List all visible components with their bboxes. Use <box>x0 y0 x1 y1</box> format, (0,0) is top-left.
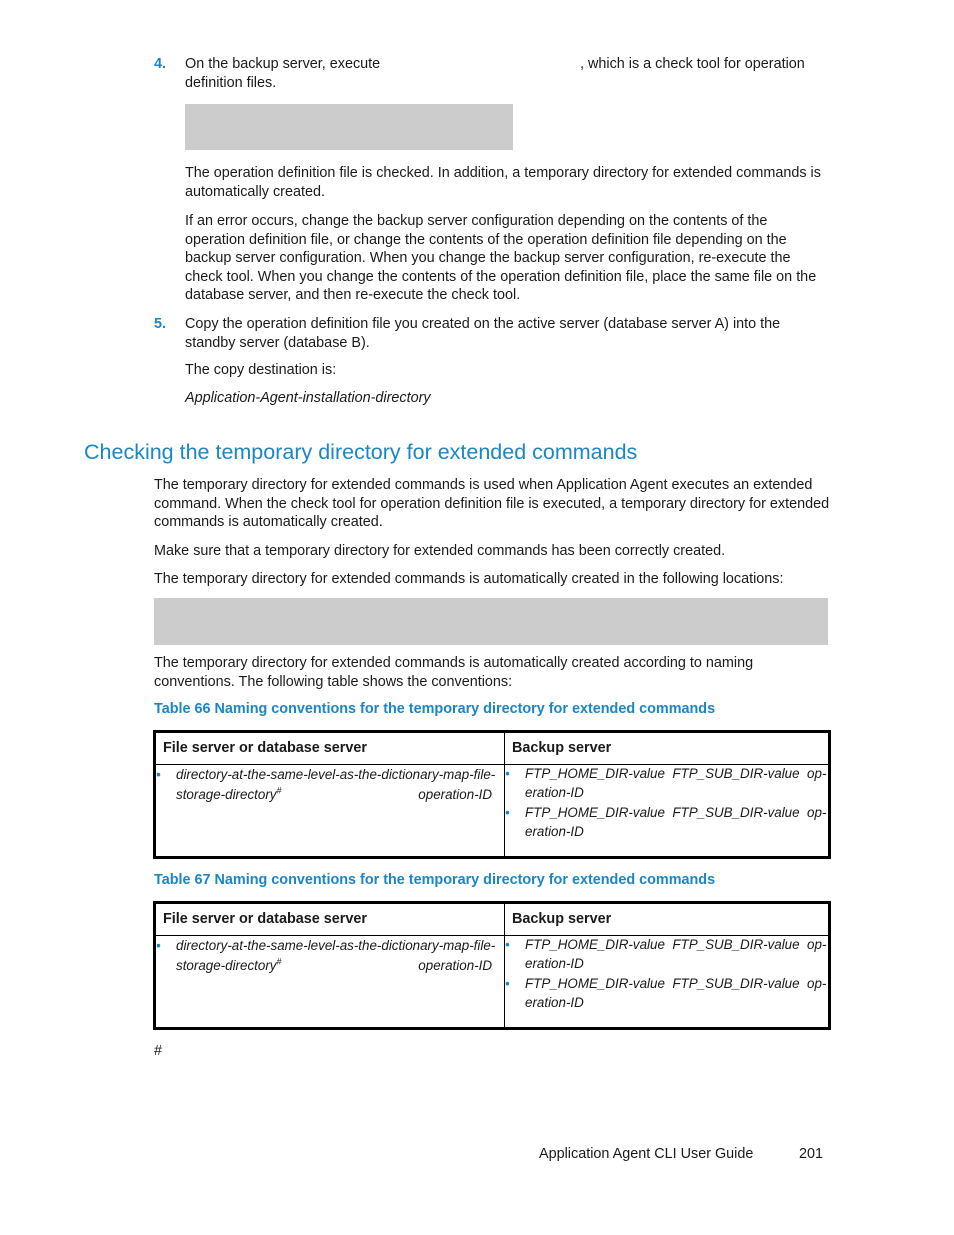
table-66-cell-right <box>505 765 830 858</box>
table-67-caption: Table 67 Naming conventions for the temporary directory for extended commands <box>154 872 716 888</box>
table-66 <box>153 730 831 859</box>
table-67-cell-right <box>505 936 830 1029</box>
table-67-cell-left <box>155 936 505 1029</box>
table-67-right-item1-line2: eration-ID <box>525 955 584 971</box>
page-number: 201 <box>799 1146 824 1162</box>
table-67-right-item2-line2: eration-ID <box>525 994 584 1010</box>
step-4-error-note: If an error occurs, change the backup server configuration depending on the contents of the operation definition file, or change the contents of the operation definition file depending on the backup server configuration. When you change the backup server configuration, re-execute the check tool. When you change the contents of the operation definition file, place the same file on the database server, and then re-execute the check tool. <box>185 213 817 303</box>
bullet-icon: • <box>505 976 510 991</box>
table-66-cell-left <box>155 765 505 858</box>
step-4-result: The operation definition file is checked. In addition, a temporary directory for extended commands is automatically created. <box>185 165 821 200</box>
table-66-left-opid: operation-ID <box>418 787 492 802</box>
bullet-icon: • <box>505 805 510 820</box>
footnote-mark: # <box>154 1043 163 1059</box>
table-66-right-item1-line1: FTP_HOME_DIR-value FTP_SUB_DIR-value op- <box>525 766 827 781</box>
bullet-icon: • <box>505 937 510 952</box>
step-5-number: 5. <box>154 316 167 332</box>
table-66-left-line1: directory-at-the-same-level-as-the-dictionary-map-file- <box>176 767 496 782</box>
step-4-number: 4. <box>154 56 167 72</box>
footer-title: Application Agent CLI User Guide <box>539 1146 754 1162</box>
section-paragraph-1: The temporary directory for extended commands is used when Application Agent executes an extended command. When the check tool for operation definition file is executed, a temporary directory for extended commands is automatically created. <box>154 477 830 530</box>
step-5-text: Copy the operation definition file you created on the active server (database server A) into the standby server (database B). <box>185 316 781 351</box>
bullet-icon: • <box>156 767 161 782</box>
bullet-icon: • <box>505 766 510 781</box>
copy-destination-label: The copy destination is: <box>185 362 337 378</box>
section-paragraph-2: Make sure that a temporary directory for extended commands has been correctly created. <box>154 543 726 559</box>
table-66-header-file-server: File server or database server <box>155 732 505 765</box>
locations-code-box <box>154 598 828 645</box>
step-4-text-end: , which is a check tool for operation <box>580 56 805 72</box>
section-paragraph-3: The temporary directory for extended commands is automatically created in the following locations: <box>154 571 784 587</box>
table-66-right-item2-line2: eration-ID <box>525 823 584 839</box>
copy-destination-value: Application-Agent-installation-directory <box>185 390 431 406</box>
table-66-right-item1-line2: eration-ID <box>525 784 584 800</box>
table-66-footnote-ref: # <box>276 785 282 796</box>
table-67-left-opid: operation-ID <box>418 958 492 973</box>
table-66-right-item2-line1: FTP_HOME_DIR-value FTP_SUB_DIR-value op- <box>525 805 827 820</box>
command-code-box <box>185 104 513 150</box>
section-paragraph-4: The temporary directory for extended commands is automatically created according to naming conventions. The following table shows the conventions: <box>154 655 754 690</box>
table-67-header-file-server: File server or database server <box>155 903 505 936</box>
table-67-left-line1: directory-at-the-same-level-as-the-dictionary-map-file- <box>176 938 496 953</box>
table-66-left-line2: storage-directory <box>176 787 277 802</box>
section-heading: Checking the temporary directory for extended commands <box>84 440 638 464</box>
table-67-right-item2-line1: FTP_HOME_DIR-value FTP_SUB_DIR-value op- <box>525 976 827 991</box>
step-4-text-start: On the backup server, execute <box>185 56 381 72</box>
table-67-header-backup-server: Backup server <box>505 903 830 936</box>
table-66-header-backup-server: Backup server <box>505 732 830 765</box>
table-67-left-line2: storage-directory <box>176 958 277 973</box>
bullet-icon: • <box>156 938 161 953</box>
table-67-footnote-ref: # <box>276 956 282 967</box>
table-67-right-item1-line1: FTP_HOME_DIR-value FTP_SUB_DIR-value op- <box>525 937 827 952</box>
table-67 <box>153 901 831 1030</box>
step-4-text-cont: definition files. <box>185 75 277 91</box>
table-66-caption: Table 66 Naming conventions for the temporary directory for extended commands <box>154 701 716 717</box>
